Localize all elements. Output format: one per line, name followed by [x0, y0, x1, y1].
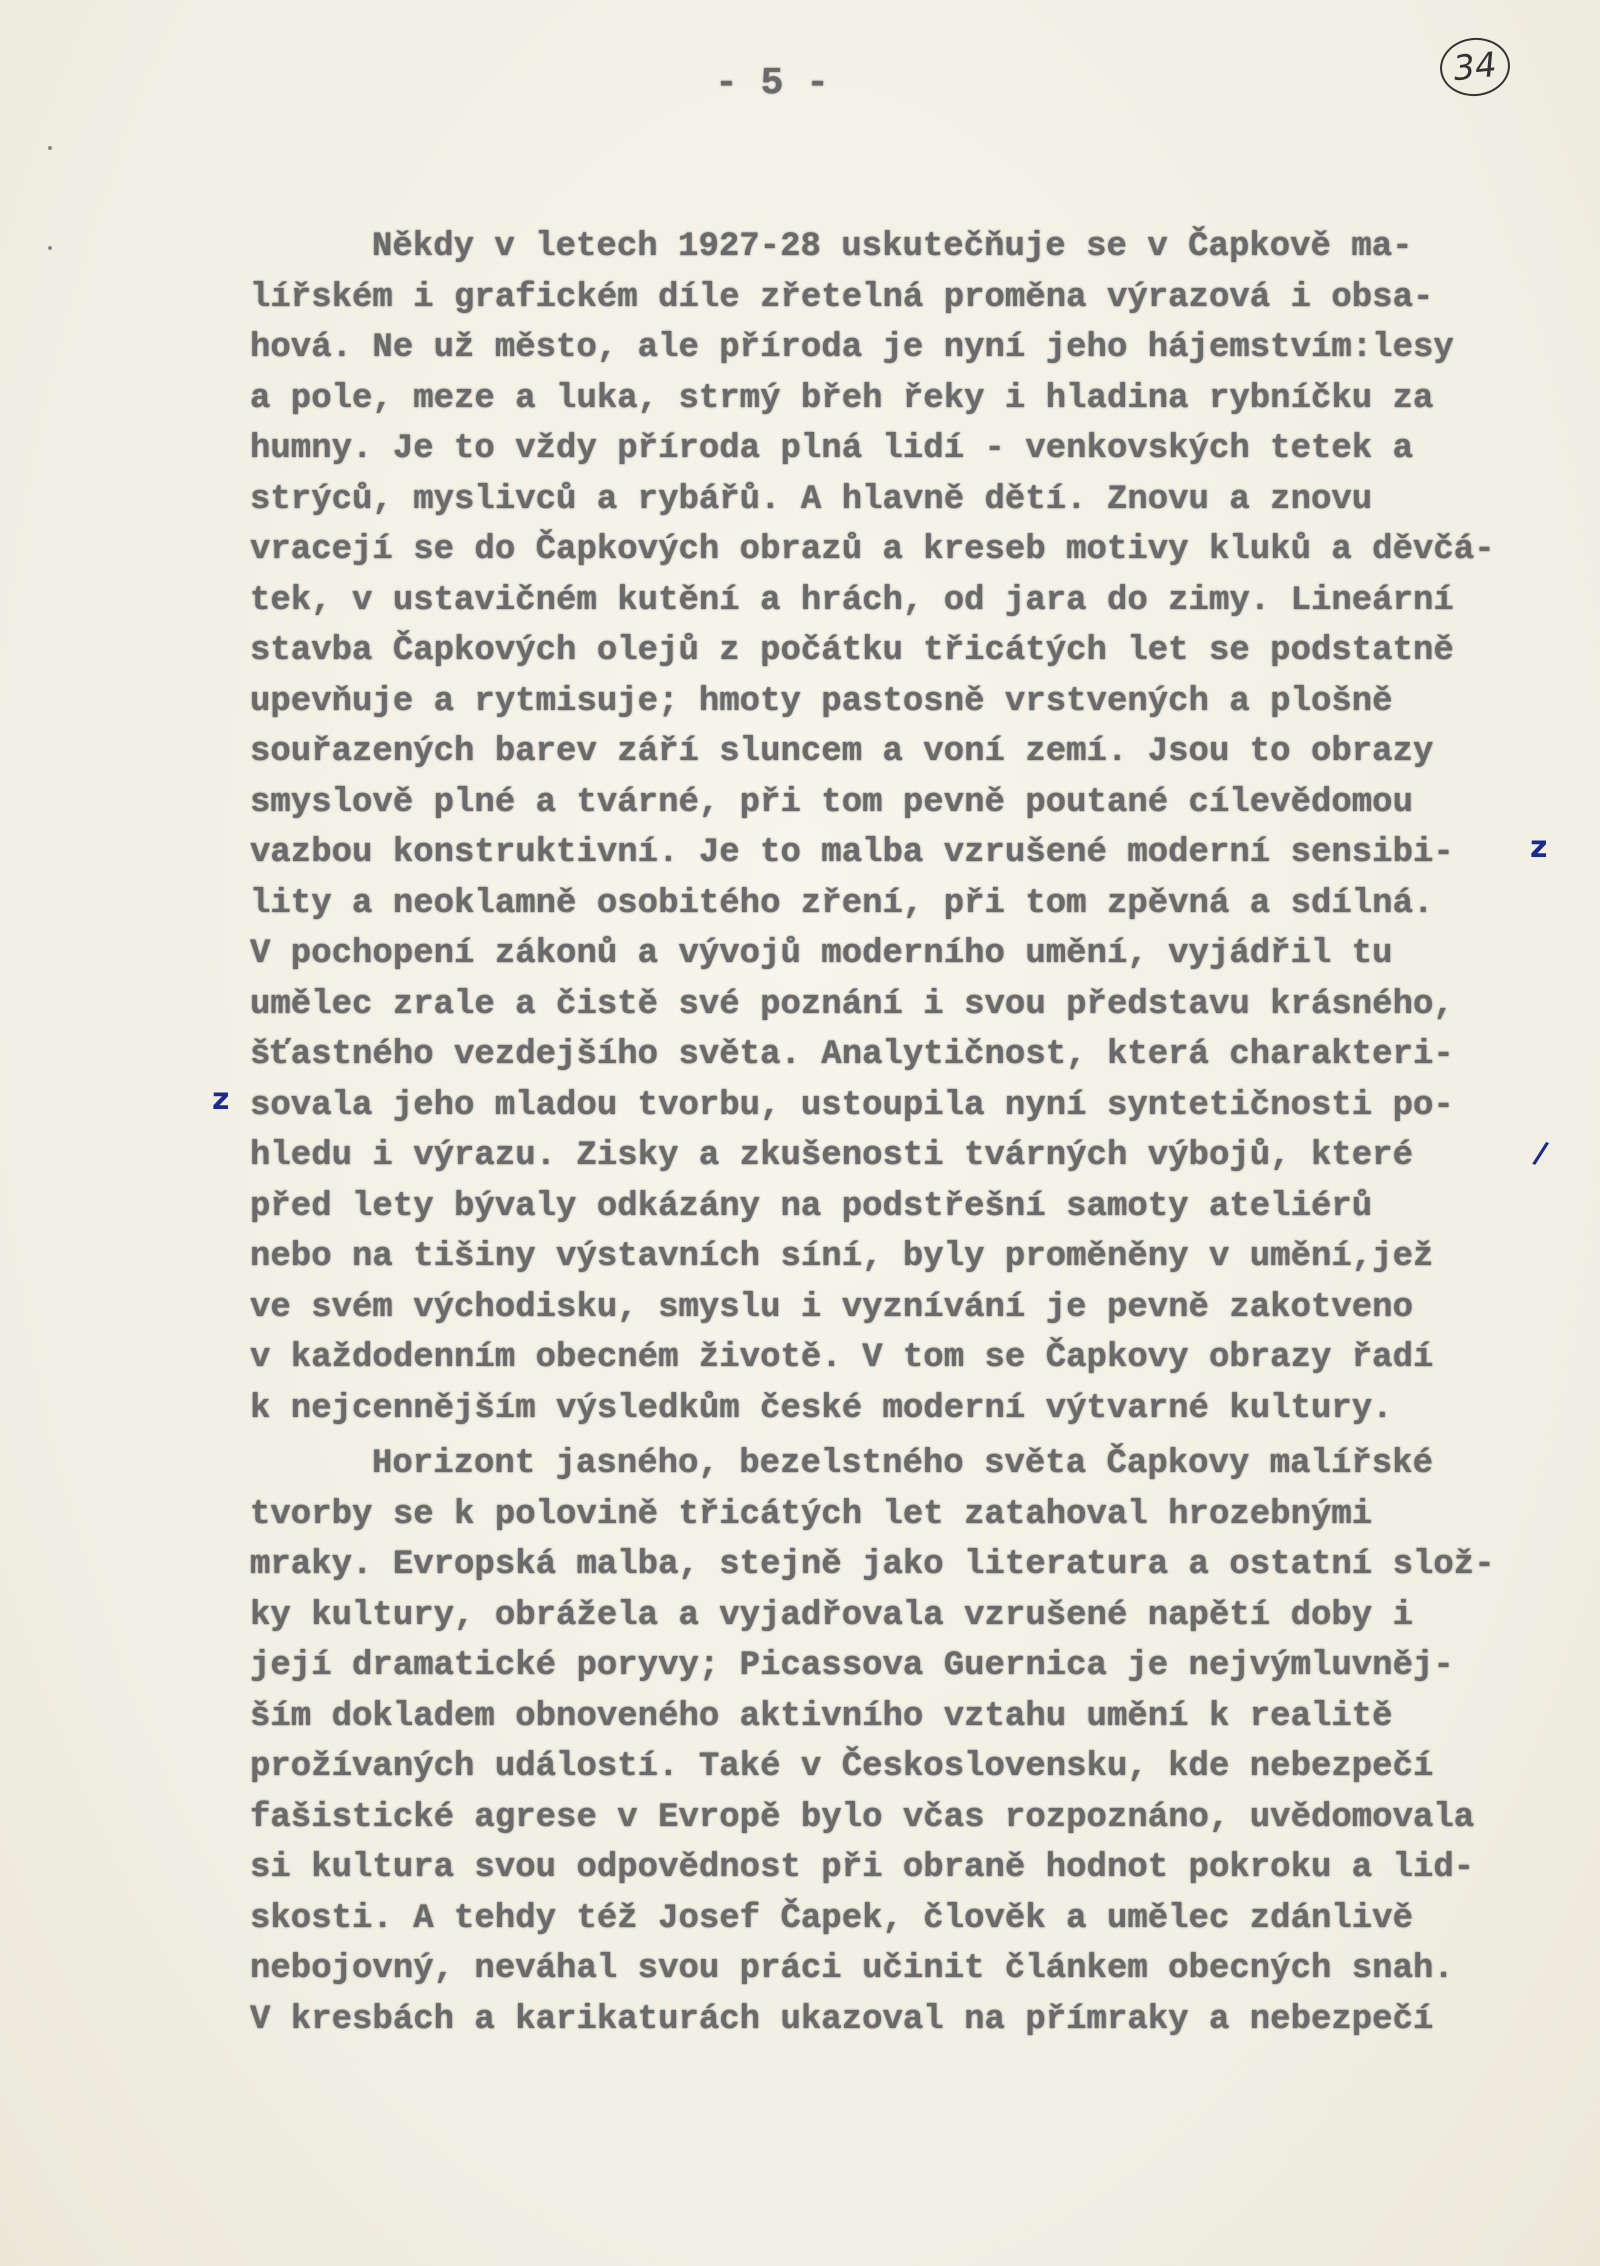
text-line: Horizont jasného, bezelstného světa Čapkovy malířské [372, 1445, 1433, 1483]
text-line: před lety bývaly odkázány na podstřešní samoty ateliérů [250, 1187, 1373, 1226]
text-line: ším dokladem obnoveného aktivního vztahu umění k realitě [250, 1697, 1393, 1736]
text-line: strýců, myslivců a rybářů. A hlavně dětí. Znovu a znovu [250, 480, 1373, 519]
text-line: vazbou konstruktivní. Je to malba vzrušené moderní sensibi- [250, 834, 1454, 872]
handwritten-folio-number: 34 [1437, 35, 1513, 100]
text-line: hová. Ne už město, ale příroda je nyní jeho hájemstvím:lesy [250, 329, 1454, 367]
text-line: upevňuje a rytmisuje; hmoty pastosně vrstvených a plošně [250, 682, 1393, 721]
text-line: tek, v ustavičném kutění a hrách, od jara do zimy. Lineární [250, 581, 1454, 620]
text-line: Někdy v letech 1927-28 uskutečňuje se v Čapkově ma- [372, 228, 1413, 266]
ink-correction-accent: / [1530, 1135, 1551, 1172]
text-line: hledu i výrazu. Zisky a zkušenosti tvárných výbojů, které [250, 1137, 1413, 1175]
text-line: její dramatické poryvy; Picassova Guernica je nejvýmluvněj- [250, 1647, 1454, 1685]
speck [48, 146, 52, 150]
text-line: tvorby se k polovině třicátých let zatahoval hrozebnými [250, 1495, 1373, 1534]
text-line: humny. Je to vždy příroda plná lidí - venkovských tetek a [250, 430, 1413, 468]
text-line: lity a neoklamně osobitého zření, při tom zpěvná a sdílná. [250, 884, 1434, 923]
text-line: ky kultury, obrážela a vyjadřovala vzrušené napětí doby i [250, 1596, 1413, 1635]
ink-correction-z: z [212, 1082, 230, 1117]
text-line: prožívaných událostí. Také v Československu, kde nebezpečí [250, 1748, 1434, 1786]
text-line: V pochopení zákonů a vývojů moderního umění, vyjádřil tu [250, 935, 1393, 973]
text-line: V kresbách a karikaturách ukazoval na přímraky a nebezpečí [250, 2000, 1434, 2039]
page-number: - 5 - [715, 62, 830, 105]
text-line: skosti. A tehdy též Josef Čapek, člověk a umělec zdánlivě [250, 1899, 1413, 1938]
text-line: stavba Čapkových olejů z počátku třicátých let se podstatně [250, 632, 1454, 670]
text-line: mraky. Evropská malba, stejně jako literatura a ostatní slož- [250, 1546, 1495, 1584]
text-line: lířském i grafickém díle zřetelná proměna výrazová i obsa- [250, 278, 1434, 317]
text-line: šťastného vezdejšího světa. Analytičnost, která charakteri- [250, 1036, 1454, 1074]
text-line: vracejí se do Čapkových obrazů a kreseb motivy kluků a děvčá- [250, 531, 1495, 569]
text-line: nebo na tišiny výstavních síní, byly proměněny v umění,jež [250, 1238, 1434, 1276]
text-line: v každodenním obecném životě. V tom se Čapkovy obrazy řadí [250, 1339, 1434, 1377]
text-line: nebojovný, neváhal svou práci učinit článkem obecných snah. [250, 1950, 1454, 1988]
text-line: k nejcennějším výsledkům české moderní výtvarné kultury. [250, 1389, 1393, 1428]
text-line: a pole, meze a luka, strmý břeh řeky i hladina rybníčku za [250, 379, 1434, 418]
text-line: sovala jeho mladou tvorbu, ustoupila nyní syntetičnosti po- [250, 1086, 1454, 1125]
text-line: si kultura svou odpovědnost při obraně hodnot pokroku a lid- [250, 1849, 1475, 1887]
text-line: ve svém východisku, smyslu i vyznívání je pevně zakotveno [250, 1288, 1413, 1327]
text-line: fašistické agrese v Evropě bylo včas rozpoznáno, uvědomovala [250, 1798, 1475, 1837]
text-line: smyslově plné a tvárné, při tom pevně poutané cílevědomou [250, 783, 1413, 822]
speck [48, 246, 52, 250]
paragraph-1 [250, 222, 1495, 1434]
paragraph-2 [250, 1439, 1495, 2045]
text-line: souřazených barev září sluncem a voní zemí. Jsou to obrazy [250, 733, 1434, 771]
ink-correction-z: z [1530, 830, 1548, 865]
text-line: umělec zrale a čistě své poznání i svou představu krásného, [250, 985, 1454, 1024]
